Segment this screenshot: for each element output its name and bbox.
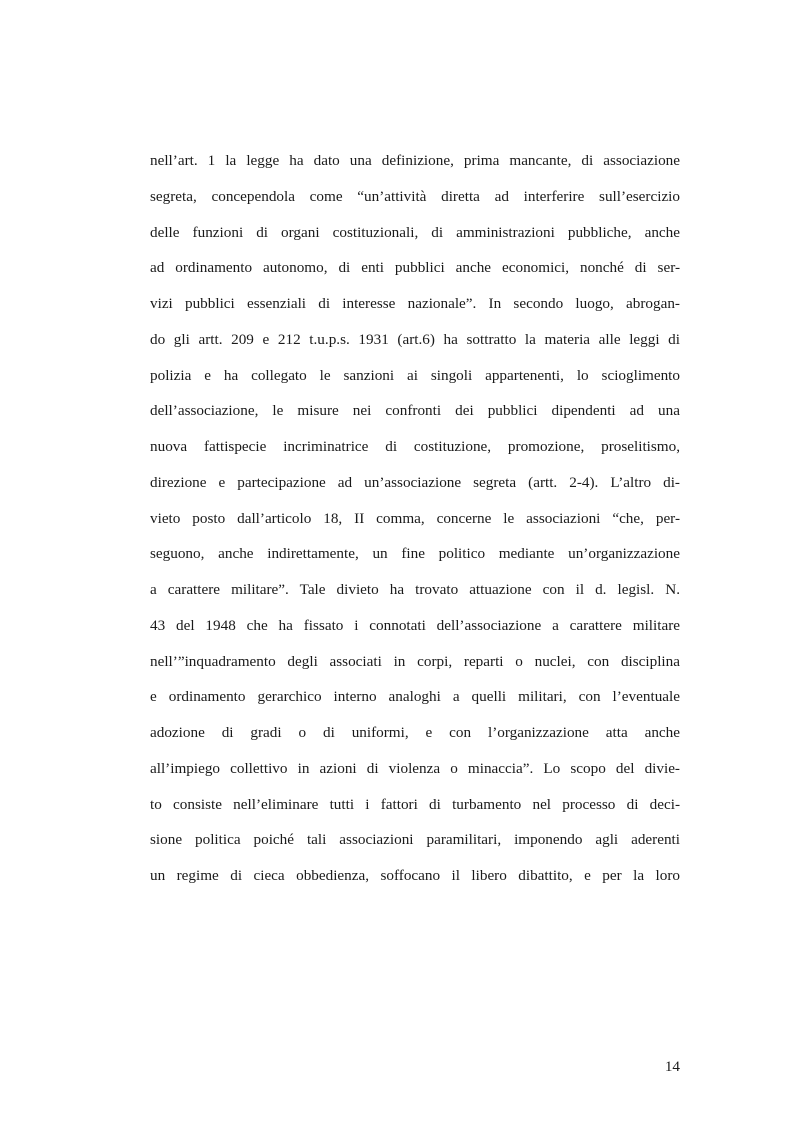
text-line: vieto posto dall’articolo 18, II comma, concerne le associazioni “che, per- <box>150 509 680 527</box>
text-line: dell’associazione, le misure nei confronti dei pubblici dipendenti ad una <box>150 402 680 420</box>
text-line: nell’art. 1 la legge ha dato una definizione, prima mancante, di associazione <box>150 152 680 169</box>
text-line: 43 del 1948 che ha fissato i connotati dell’associazione a carattere militare <box>150 616 680 634</box>
text-line: seguono, anche indirettamente, un fine politico mediante un’organizzazione <box>150 545 680 563</box>
text-line: sione politica poiché tali associazioni paramilitari, imponendo agli aderenti <box>150 831 680 849</box>
text-line: to consiste nell’eliminare tutti i fattori di turbamento nel processo di deci- <box>150 795 680 813</box>
text-line: un regime di cieca obbedienza, soffocano il libero dibattito, e per la loro <box>150 867 680 884</box>
text-line: a carattere militare”. Tale divieto ha trovato attuazione con il d. legisl. N. <box>150 581 680 598</box>
body-text <box>150 149 680 900</box>
text-line: polizia e ha collegato le sanzioni ai singoli appartenenti, lo scioglimento <box>150 366 680 384</box>
text-line: delle funzioni di organi costituzionali, di amministrazioni pubbliche, anche <box>150 223 680 241</box>
page-number: 14 <box>664 1058 680 1075</box>
text-line: e ordinamento gerarchico interno analoghi a quelli militari, con l’eventuale <box>150 688 680 706</box>
text-line: adozione di gradi o di uniformi, e con l’organizzazione atta anche <box>150 724 680 741</box>
text-line: do gli artt. 209 e 212 t.u.p.s. 1931 (art.6) ha sottratto la materia alle leggi di <box>150 330 680 348</box>
text-line: nuova fattispecie incriminatrice di costituzione, promozione, proselitismo, <box>150 438 680 455</box>
text-line: ad ordinamento autonomo, di enti pubblici anche economici, nonché di ser- <box>150 259 680 277</box>
text-line: nell’”inquadramento degli associati in corpi, reparti o nuclei, con disciplina <box>150 652 680 670</box>
text-line: direzione e partecipazione ad un’associazione segreta (artt. 2-4). L’altro di- <box>150 473 680 491</box>
text-line: segreta, concependola come “un’attività diretta ad interferire sull’esercizio <box>150 187 680 205</box>
text-line: vizi pubblici essenziali di interesse nazionale”. In secondo luogo, abrogan- <box>150 295 680 312</box>
text-line: all’impiego collettivo in azioni di violenza o minaccia”. Lo scopo del divie- <box>150 759 680 777</box>
